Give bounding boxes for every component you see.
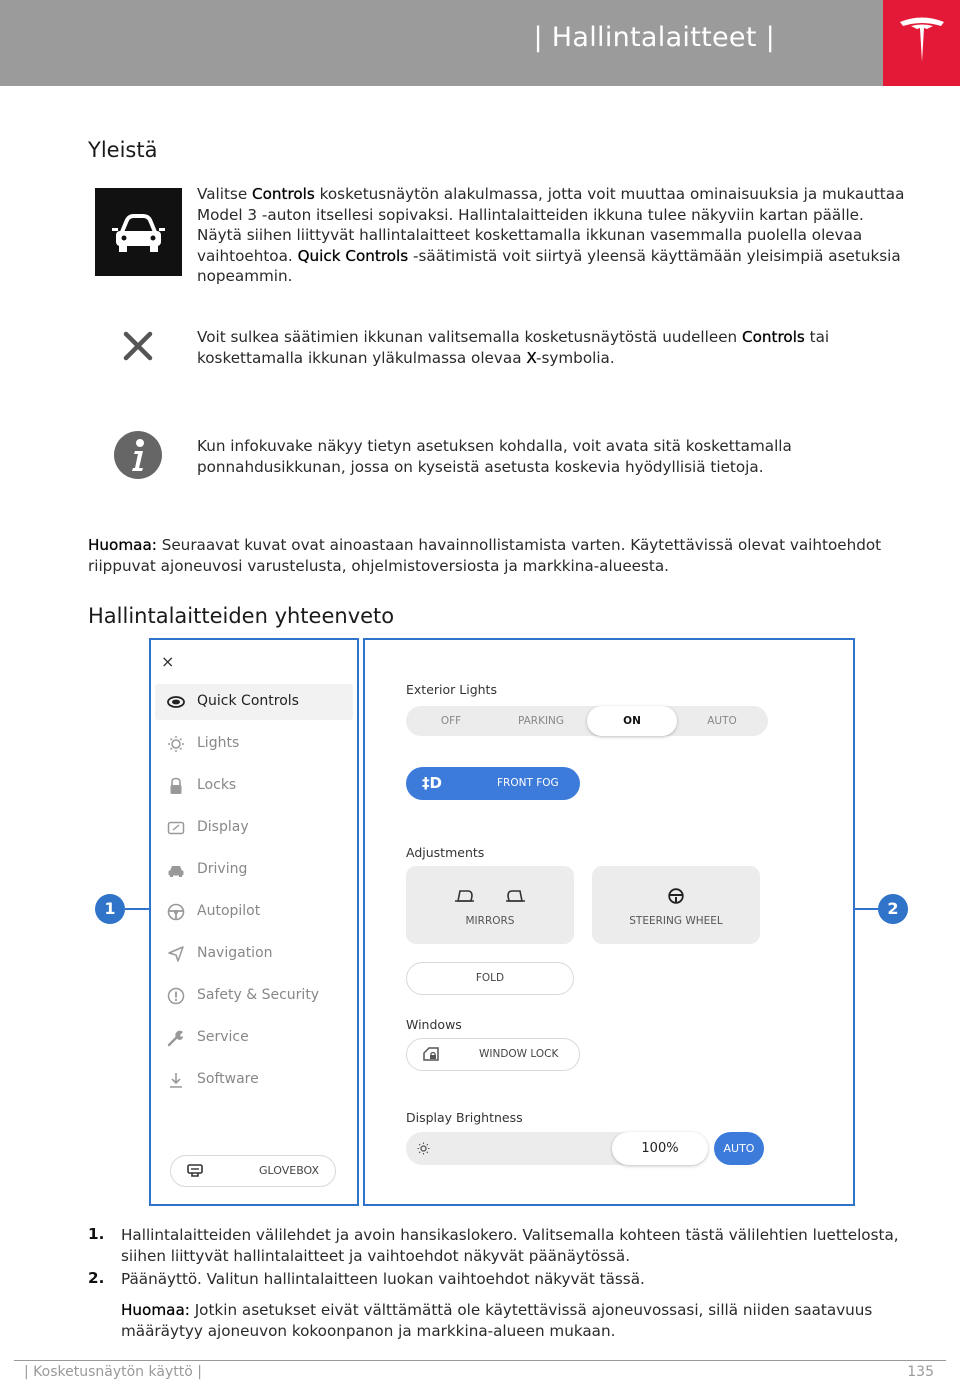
mirror-icon bbox=[454, 888, 526, 904]
car-icon bbox=[167, 861, 185, 879]
controls-intro-paragraph: Valitse Controls kosketusnäytön alakulmassa, jotta voit muuttaa ominaisuuksia ja mukauttaa Model 3 -auton itsellesi sopivaksi. Hallintalaitteiden ikkuna tulee näkyviin kartan päälle. Näytä siihen liittyvät hallintalaitteet koskettamalla ikkunan vasemmalla puolella olevaa vaihtoehtoa. Quick Controls -säätimistä voit siirtyä yleensä käyttämään yleisimpiä asetuksia nopeammin. bbox=[197, 185, 905, 285]
tab-label: Safety & Security bbox=[197, 987, 320, 1003]
footer-section-title: | Kosketusnäytön käyttö | bbox=[24, 1364, 202, 1380]
chapter-title: | Hallintalaitteet | bbox=[533, 22, 775, 53]
lights-option-off[interactable]: OFF bbox=[440, 715, 462, 727]
steering-wheel-icon bbox=[668, 888, 684, 904]
tesla-logo-icon bbox=[897, 14, 947, 66]
tab-software[interactable] bbox=[155, 1062, 353, 1098]
glovebox-icon bbox=[187, 1164, 203, 1178]
navigation-arrow-icon bbox=[167, 945, 185, 963]
display-icon bbox=[167, 819, 185, 837]
tab-label: Locks bbox=[197, 777, 237, 793]
glovebox-label: GLOVEBOX bbox=[259, 1164, 320, 1177]
tab-label: Navigation bbox=[197, 945, 273, 961]
tab-label: Driving bbox=[197, 861, 248, 877]
alert-circle-icon bbox=[167, 987, 185, 1005]
tab-label: Service bbox=[197, 1029, 249, 1045]
window-lock-label: WINDOW LOCK bbox=[479, 1048, 559, 1060]
fog-light-icon: ‡D bbox=[422, 774, 442, 792]
brightness-slider[interactable] bbox=[406, 1132, 708, 1165]
controls-main-panel bbox=[363, 638, 855, 1206]
front-fog-button[interactable] bbox=[406, 767, 580, 800]
steering-wheel-icon bbox=[167, 903, 185, 921]
tab-safety-security[interactable] bbox=[155, 978, 353, 1014]
tab-display[interactable] bbox=[155, 810, 353, 846]
tab-locks[interactable] bbox=[155, 768, 353, 804]
download-icon bbox=[167, 1071, 185, 1089]
info-icon bbox=[113, 430, 163, 480]
lights-option-auto[interactable]: AUTO bbox=[707, 715, 737, 727]
brand-box bbox=[883, 0, 960, 86]
wrench-icon bbox=[167, 1029, 185, 1047]
tab-service[interactable] bbox=[155, 1020, 353, 1056]
tab-driving[interactable] bbox=[155, 852, 353, 888]
info-icon-paragraph: Kun infokuvake näkyy tietyn asetuksen kohdalla, voit avata sitä koskettamalla ponnahdusikkunan, jossa on kyseistä asetusta koskevia hyödyllisiä tietoja. bbox=[197, 437, 792, 476]
list-item-text: Päänäyttö. Valitun hallintalaitteen luokan vaihtoehdot näkyvät tässä. bbox=[121, 1270, 645, 1288]
adjustments-label: Adjustments bbox=[406, 845, 485, 860]
front-fog-label: FRONT FOG bbox=[497, 777, 559, 789]
glovebox-button[interactable] bbox=[170, 1155, 336, 1187]
windows-label: Windows bbox=[406, 1017, 462, 1032]
brightness-value[interactable]: 100% bbox=[612, 1132, 708, 1165]
footer-divider bbox=[14, 1360, 946, 1361]
exterior-lights-selector bbox=[406, 706, 768, 736]
fold-button[interactable] bbox=[406, 962, 574, 995]
tab-label: Quick Controls bbox=[197, 693, 299, 709]
close-button[interactable]: × bbox=[161, 652, 175, 671]
tab-lights[interactable] bbox=[155, 726, 353, 762]
car-controls-icon bbox=[95, 188, 182, 276]
lock-icon bbox=[167, 777, 185, 795]
callout-2: 2 bbox=[878, 894, 908, 924]
bulb-icon bbox=[167, 735, 185, 753]
lights-option-parking[interactable]: PARKING bbox=[517, 715, 565, 727]
steering-wheel-button[interactable] bbox=[592, 866, 760, 944]
section-heading-overview: Hallintalaitteiden yhteenveto bbox=[88, 604, 395, 628]
tab-quick-controls[interactable] bbox=[155, 684, 353, 720]
list-number: 1. bbox=[88, 1225, 105, 1243]
tab-label: Autopilot bbox=[197, 903, 261, 919]
tab-label: Software bbox=[197, 1071, 259, 1087]
tab-label: Display bbox=[197, 819, 249, 835]
brightness-sun-icon bbox=[417, 1142, 430, 1155]
brightness-auto-button[interactable]: AUTO bbox=[714, 1132, 764, 1165]
exterior-lights-label: Exterior Lights bbox=[406, 682, 497, 697]
callout-2-line bbox=[855, 908, 879, 910]
steering-wheel-label: STEERING WHEEL bbox=[629, 915, 723, 927]
display-brightness-label: Display Brightness bbox=[406, 1110, 523, 1125]
page-header bbox=[0, 0, 883, 86]
window-lock-icon bbox=[423, 1047, 439, 1062]
callout-1-line bbox=[125, 908, 149, 910]
section-heading-general: Yleistä bbox=[88, 138, 158, 162]
close-x-icon bbox=[120, 328, 156, 364]
note-availability: Huomaa: Jotkin asetukset eivät välttämättä ole käytettävissä ajoneuvossasi, sillä niiden saatavuus määräytyy ajoneuvon kokoonpanon ja markkina-alueen mukaan. bbox=[121, 1301, 873, 1340]
callout-1: 1 bbox=[95, 894, 125, 924]
window-lock-button[interactable] bbox=[406, 1038, 580, 1071]
tab-label: Lights bbox=[197, 735, 240, 751]
lights-option-on[interactable]: ON bbox=[587, 706, 677, 736]
mirrors-label: MIRRORS bbox=[465, 915, 515, 927]
note-illustration: Huomaa: Seuraavat kuvat ovat ainoastaan havainnollistamista varten. Käytettävissä olevat vaihtoehdot riippuvat ajoneuvosi varustelusta, ohjelmistoversiosta ja markkina-alueesta. bbox=[88, 536, 882, 575]
list-item-text: Hallintalaitteiden välilehdet ja avoin hansikaslokero. Valitsemalla kohteen tästä välilehtien luettelosta, siihen liittyvät hallintalaitteet ja vaihtoehdot näkyvät päänäytössä. bbox=[121, 1226, 899, 1265]
mirrors-button[interactable] bbox=[406, 866, 574, 944]
fold-label: FOLD bbox=[475, 972, 505, 984]
tab-autopilot[interactable] bbox=[155, 894, 353, 930]
tab-navigation[interactable] bbox=[155, 936, 353, 972]
controls-tab-panel bbox=[149, 638, 359, 1206]
eye-icon bbox=[167, 693, 185, 711]
list-number: 2. bbox=[88, 1269, 105, 1287]
page-number: 135 bbox=[907, 1364, 934, 1380]
close-controls-paragraph: Voit sulkea säätimien ikkunan valitsemalla kosketusnäytöstä uudelleen Controls tai koskettamalla ikkunan yläkulmassa olevaa X-symbolia. bbox=[197, 328, 830, 367]
